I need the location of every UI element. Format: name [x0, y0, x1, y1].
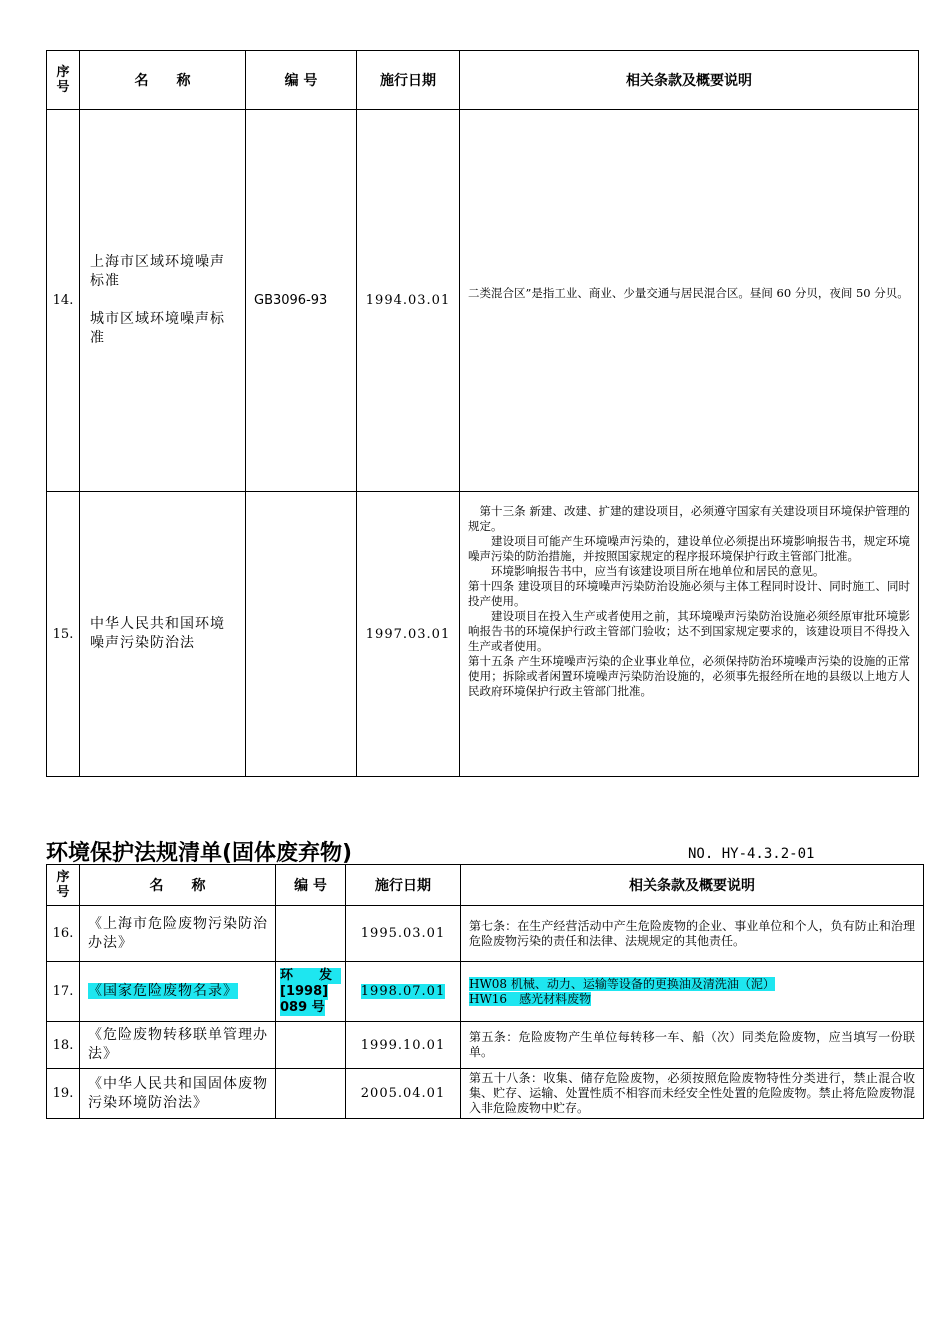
row-date: 1999.10.01: [346, 1022, 461, 1069]
regulation-table-solid-waste: [46, 864, 924, 1119]
row-date: 1994.03.01: [357, 110, 460, 492]
table-row: [47, 962, 924, 1022]
row-desc: 第七条：在生产经营活动中产生危险废物的企业、事业单位和个人，负有防止和治理危险废物污染的责任和法律、法规规定的其他责任。: [461, 906, 924, 962]
table-row: [47, 110, 919, 492]
desc-line: [469, 977, 915, 992]
table-header-row: [47, 51, 919, 110]
row-code: [246, 492, 357, 777]
row-name: 《中华人民共和国固体废物污染环境防治法》: [80, 1069, 276, 1119]
code-line: 环 发: [280, 968, 341, 984]
row-seq: 16.: [47, 906, 80, 962]
document-number: NO. HY-4.3.2-01: [688, 846, 815, 862]
row-name: 《危险废物转移联单管理办法》: [80, 1022, 276, 1069]
row-seq: 15.: [47, 492, 80, 777]
clause-line: 环境影响报告书中，应当有该建设项目所在地单位和居民的意见。: [491, 564, 825, 578]
row-date: 2005.04.01: [346, 1069, 461, 1119]
header-desc: 相关条款及概要说明: [461, 865, 924, 906]
clause-line: 第十三条 新建、改建、扩建的建设项目，必须遵守国家有关建设项目环境保护管理的规定。: [468, 504, 910, 533]
row-code: GB3096-93: [246, 110, 357, 492]
row-seq: 19.: [47, 1069, 80, 1119]
row-seq: 14.: [47, 110, 80, 492]
regulation-table-noise: [46, 50, 919, 777]
header-name: 名 称: [80, 865, 276, 906]
highlighted-desc: HW08 机械、动力、运输等设备的更换油及清洗油（泥）: [469, 976, 775, 991]
row-code: [276, 1022, 346, 1069]
header-seq: 序号: [47, 865, 80, 906]
row-code: [276, 906, 346, 962]
row-name: 《上海市危险废物污染防治办法》: [80, 906, 276, 962]
clause-line: 建设项目可能产生环境噪声污染的，建设单位必须提出环境影响报告书，规定环境噪声污染的防治措施，并按照国家规定的程序报环境保护行政主管部门批准。: [468, 534, 910, 563]
row-desc: [461, 962, 924, 1022]
row-name-secondary: 城市区域环境噪声标准: [90, 311, 225, 346]
header-name: 名 称: [80, 51, 246, 110]
highlighted-name: 《国家危险废物名录》: [88, 983, 238, 999]
row-desc: 第五条：危险废物产生单位每转移一车、船（次）同类危险废物，应当填写一份联单。: [461, 1022, 924, 1069]
highlighted-desc: HW16 感光材料废物: [469, 991, 592, 1006]
row-date: [346, 962, 461, 1022]
row-date: 1995.03.01: [346, 906, 461, 962]
table-row: [47, 1022, 924, 1069]
row-desc: 第五十八条：收集、储存危险废物，必须按照危险废物特性分类进行，禁止混合收集、贮存、运输、处置性质不相容而未经安全性处置的危险废物。禁止将危险废物混入非危险废物中贮存。: [461, 1069, 924, 1119]
row-code: [276, 1069, 346, 1119]
clause-line: 第十四条 建设项目的环境噪声污染防治设施必须与主体工程同时设计、同时施工、同时投产使用。: [468, 579, 910, 608]
clause-line: 第十五条 产生环境噪声污染的企业事业单位，必须保持防治环境噪声污染的设施的正常使用；拆除或者闲置环境噪声污染防治设施的，必须事先报经所在地的县级以上地方人民政府环境保护行政主管部门批准。: [468, 654, 910, 698]
clause-line: 建设项目在投入生产或者使用之前，其环境噪声污染防治设施必须经原审批环境影响报告书的环境保护行政主管部门验收；达不到国家规定要求的，该建设项目不得投入生产或者使用。: [468, 609, 910, 653]
section-title: 环境保护法规清单(固体废弃物): [46, 841, 353, 866]
highlighted-date: 1998.07.01: [360, 984, 446, 999]
code-line: [1998]: [280, 983, 329, 999]
table-row: [47, 906, 924, 962]
row-name: [80, 962, 276, 1022]
row-desc: [460, 492, 919, 777]
row-name: 中华人民共和国环境噪声污染防治法: [80, 492, 246, 777]
row-seq: 18.: [47, 1022, 80, 1069]
row-code: [276, 962, 346, 1022]
code-line: 089 号: [280, 999, 325, 1015]
desc-line: [469, 992, 915, 1007]
row-date: 1997.03.01: [357, 492, 460, 777]
table-header-row: [47, 865, 924, 906]
header-seq: 序号: [47, 51, 80, 110]
header-date: 施行日期: [346, 865, 461, 906]
row-name-primary: 上海市区域环境噪声标准: [90, 254, 225, 289]
table-row: [47, 492, 919, 777]
row-seq: 17.: [47, 962, 80, 1022]
header-code: 编 号: [276, 865, 346, 906]
table-row: [47, 1069, 924, 1119]
row-name: [80, 110, 246, 492]
header-date: 施行日期: [357, 51, 460, 110]
header-code: 编 号: [246, 51, 357, 110]
header-desc: 相关条款及概要说明: [460, 51, 919, 110]
row-desc: 二类混合区”是指工业、商业、少量交通与居民混合区。昼间 60 分贝，夜间 50 分贝。: [460, 110, 919, 492]
